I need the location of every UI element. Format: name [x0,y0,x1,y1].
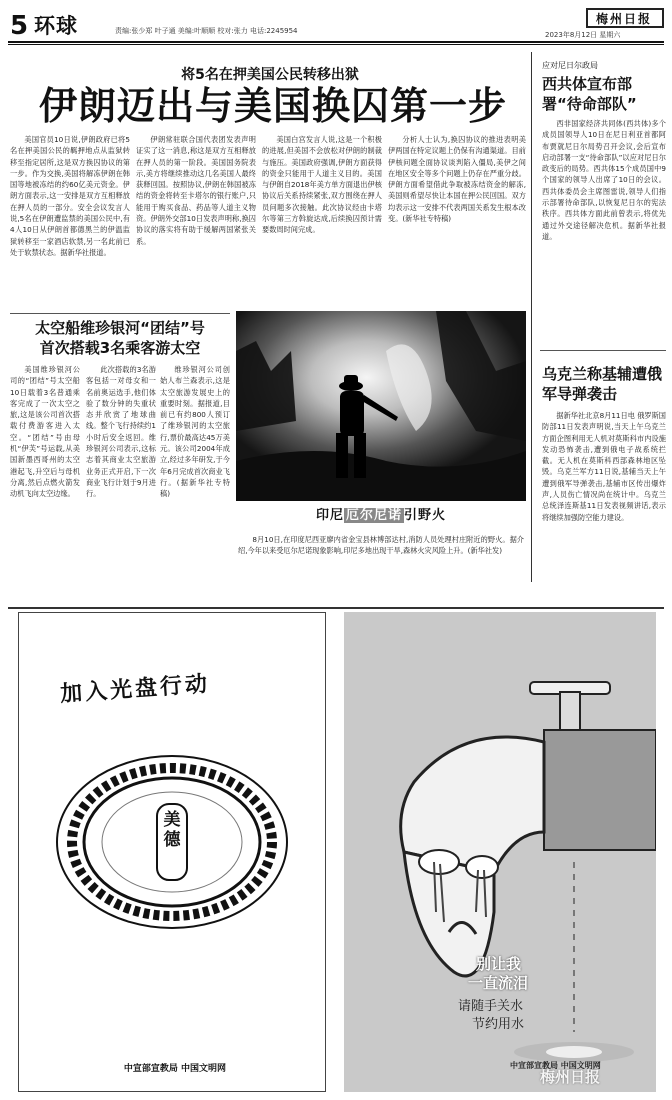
caption-prefix: 印尼 [315,508,344,523]
lead-column-1 [10,134,130,308]
lead-paragraph: 美国官员10日说,伊朗政府已将5名在押美国公民的羁押地点从监狱转移至指定居所,这是双方换囚协议的第一步。作为交换,美国将解冻伊朗在韩国等地被冻结的约60亿美元资金。伊朗方面表示,这一安排是双方互相释放在押人员的一部分。安全会议发言人说,5名在伊朗遭监禁的美国公民中,有4人10日从伊朗首都德黑兰的伊温监狱转移至一家酒店软禁,另一名此前已处于软禁状态。据新华社报道。 [10,135,130,257]
section-name: 环球 [34,14,78,38]
psa-right-credit: 中宣部宣教局 中国文明网 [510,1061,601,1070]
lead-column-4 [388,134,526,308]
header-divider [8,41,664,43]
column-divider [531,52,532,582]
story2-column-2 [86,364,156,602]
photo-caption-paragraph: 8月10日,在印度尼西亚廖内省金宝县林博部达村,消防人员处理村庄附近的野火。据介绍,今年以来受厄尔尼诺现象影响,印尼多地出现干旱,森林火灾风险上升。(新华社发) [238,535,524,556]
story2-headline-line2: 首次搭载3名乘客游太空 [39,339,201,357]
lead-column-3 [262,134,382,308]
lead-paragraph: 美国白宫发言人说,这是一个积极的进展,但美国不会放松对伊朗的制裁与施压。美国政府强调,伊朗方面获得的资金只能用于人道主义目的。美国与伊朗自2018年美方单方面退出伊核协议后关系持续紧张,双方围绕在押人员问题多次接触。此次协议经由卡塔尔等第三方斡旋达成,后续换囚预计需要数周时间完成。 [262,135,382,235]
right-divider [540,350,666,351]
lead-kicker: 将5名在押美国公民转移出狱 [181,67,359,83]
watermark-logo: 梅州日报 [540,1068,601,1086]
story2-paragraph: 此次搭载的3名游客包括一对母女和一名前奥运选手,他们体验了数分钟的失重状态并欣赏了地球曲线。整个飞行持续约1小时后安全返回。维珍银河公司表示,这标志着其商业太空旅游业务正式开启,下一次商业飞行计划于9月进行。 [86,365,156,499]
right-body-2 [542,410,666,602]
right-paragraph: 西非国家经济共同体(西共体)多个成员国领导人10日在尼日利亚首都阿布贾就尼日尔局势召开会议,会后宣布启动部署一支“待命部队”以应对尼日尔政变后的局势。西共体15个成员国中9个国家的领导人出席了10日的会议。西共体委员会主席图雷说,领导人们指示部署待命部队,以恢复尼日尔的宪法秩序。西共体方面此前曾表示,将优先通过外交途径解决危机。据新华社报道。 [542,119,666,241]
header-divider-thin [8,44,664,45]
psa-clean-plate-title: 加入光盘行动 [59,670,211,708]
caption-highlight: 厄尔尼诺 [345,508,402,523]
psa-slogan-4: 节约用水 [472,1017,525,1032]
story2-divider [10,313,230,314]
right-body [542,118,666,346]
story2-headline-line1: 太空船维珍银河“团结”号 [35,319,205,337]
ad-divider [8,607,664,609]
right-headline: 西共体宣布部署“待命部队” [542,75,637,113]
story2-paragraph: 维珍银河公司创始人布兰森表示,这是太空旅游发展史上的重要时刻。据报道,目前已有约800人预订了维珍银河的太空旅行,票价最高达45万美元。该公司2004年成立,经过多年研发,于今年6月完成首次商业飞行。(据新华社专特稿) [160,365,230,499]
issue-date: 2023年8月12日 星期六 [545,31,621,39]
plate-seal: 美德 [163,810,181,850]
photo-caption-text [238,534,524,600]
editor-credits: 责编:张少郑 叶子通 美编:叶顺顺 校对:张力 电话:2245954 [115,27,298,35]
photo-caption-title [236,501,526,531]
right-kicker: 应对尼日尔政局 [542,61,598,70]
lead-paragraph: 分析人士认为,换囚协议的推进表明美伊两国在特定议题上仍保有沟通渠道。目前伊核问题全面协议谈判陷入僵局,美伊之间在地区安全等多个问题上仍存在严重分歧。伊朗方面希望借此争取被冻结资金的解冻,美国则希望尽快让本国在押公民回国。双方均表示这一安排不代表两国关系发生根本改变。(新华社专特稿) [388,135,526,224]
section-number: 5 [10,11,29,41]
firefighter-silhouette-image [236,311,526,501]
lead-paragraph: 伊朗常驻联合国代表团发表声明证实了这一消息,称这是双方互相释放在押人员的第一阶段。美国国务院表示,美方将继续推动这几名美国人最终获释回国。按照协议,伊朗在韩国被冻结的资金将转至卡塔尔的银行账户,只能用于购买食品、药品等人道主义物资。伊朗外交部10日发表声明称,换囚协议的落实将有助于缓解两国紧张关系。 [136,135,256,246]
right-headline-2: 乌克兰称基辅遭俄军导弹袭击 [542,365,663,403]
lead-column-2 [136,134,256,308]
psa-slogan-2: 一直流泪 [468,974,529,992]
masthead-logo: 梅州日报 [596,12,653,26]
psa-slogan-1: 别让我 [476,955,522,973]
right-paragraph: 据新华社北京8月11日电 俄罗斯国防部11日发表声明说,当天上午乌克兰方面企图利用无人机对莫斯科市内设施发动恐怖袭击,遭到俄电子战系统拦截。无人机在莫斯科西部森林地区坠毁。乌克兰军方11日说,基辅当天上午遭到俄军导弹袭击,基辅市区传出爆炸声,人员伤亡情况尚在统计中。乌克兰总统泽连斯基11日发表视频讲话,表示将继续加强防空能力建设。 [542,411,666,522]
psa-slogan-3: 请随手关水 [458,999,524,1014]
caption-suffix: 引野火 [404,508,447,523]
story2-paragraph: 美国维珍银河公司的“团结”号太空船10日载着3名普通乘客完成了一次太空之旅,这是该公司首次搭载付费游客进入太空。“团结”号由母机“伊芙”号运载,从美国新墨西哥州的太空港起飞,升空后与母机分离,然后点燃火箭发动机飞向太空边缘。 [10,365,80,499]
lead-headline: 伊朗迈出与美国换囚第一步 [38,84,507,128]
story2-column-3 [160,364,230,602]
psa-left-credit: 中宣部宣教局 中国文明网 [123,1064,227,1074]
wildfire-photo [236,311,526,501]
story2-column-1 [10,364,80,602]
